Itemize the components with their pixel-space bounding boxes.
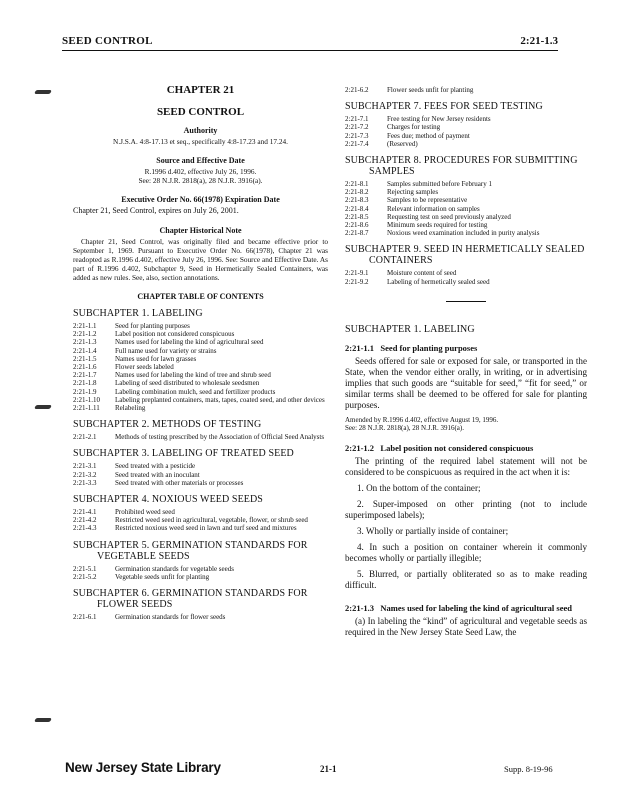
subchapter-heading [73, 494, 328, 505]
toc-entry [345, 86, 587, 94]
subchapter-heading [345, 155, 587, 177]
toc-entry-number: 2:21-1.9 [73, 387, 97, 396]
toc-entry-number: 2:21-6.2 [345, 86, 369, 94]
scan-mark [34, 405, 52, 409]
supplement-date: Supp. 8-19-96 [504, 764, 553, 774]
list-item: 1. On the bottom of the container; [357, 482, 481, 493]
toc-entry-title: Seed treated with an inoculant [115, 470, 200, 479]
toc-entry [345, 196, 587, 204]
header-title: SEED CONTROL [62, 35, 153, 47]
toc-entry-title: Names used for labeling the kind of tree and shrub seed [115, 371, 271, 380]
subchapter-heading-line: SUBCHAPTER 1. LABELING [73, 308, 203, 319]
section-title: Names used for labeling the kind of agricultural seed [380, 602, 572, 613]
toc-entry-number: 2:21-8.2 [345, 188, 369, 197]
toc-entry [73, 379, 328, 387]
toc-entry-title: Restricted weed seed in agricultural, vegetable, flower, or shrub seed [115, 516, 308, 525]
toc-entry-title: Charges for testing [387, 123, 441, 132]
list-item: 3. Wholly or partially inside of container; [357, 525, 509, 536]
toc-entry-title: Label position not considered conspicuous [115, 330, 235, 339]
subchapter-heading-line: VEGETABLE SEEDS [97, 550, 190, 562]
toc-entry [345, 213, 587, 221]
toc-entry-title: Full name used for variety or strains [115, 346, 217, 355]
toc-entry-number: 2:21-1.2 [73, 330, 97, 339]
toc-entry-title: Names used for lawn grasses [115, 354, 197, 363]
toc-entry-number: 2:21-4.3 [73, 524, 97, 533]
subchapter-heading-line: FLOWER SEEDS [97, 599, 173, 611]
toc-entry-title: Labeling combination mulch, seed and fertilizer products [115, 387, 276, 396]
subchapter-heading: SUBCHAPTER 1. LABELING [345, 323, 475, 335]
toc-entry-title: Germination standards for vegetable seeds [115, 564, 234, 573]
toc-entry [73, 371, 328, 379]
toc-entry-title: Rejecting samples [387, 188, 439, 197]
authority-text: N.J.S.A. 4:8-17.13 et seq., specifically 4:8-17.23 and 17.24. [113, 137, 288, 146]
subchapter-heading-line: SUBCHAPTER 3. LABELING OF TREATED SEED [73, 448, 294, 460]
toc-entry-title: Minimum seeds required for testing [387, 221, 488, 230]
source-line: R.1996 d.402, effective July 26, 1996. [144, 167, 257, 176]
section-body: Seeds offered for sale or exposed for sale, or transported in the State, when the vendor either orally, in writing, or in advertising implies that such goods are “suitable for seed,” “fit for seed,” or similar terms shall be deemed to be offered for sale for planting purposes. [345, 355, 587, 410]
toc-entry-title: Relevant information on samples [387, 204, 480, 213]
toc-entry-number: 2:21-3.3 [73, 478, 97, 487]
subchapter-heading-line: SUBCHAPTER 7. FEES FOR SEED TESTING [345, 101, 543, 113]
toc-entry-title: Vegetable seeds unfit for planting [115, 572, 210, 581]
toc-entry-number: 2:21-1.5 [73, 354, 97, 363]
toc-entry [73, 613, 328, 621]
executive-order-text: Chapter 21, Seed Control, expires on July 26, 2001. [73, 206, 239, 215]
toc-entry-number: 2:21-3.2 [73, 470, 97, 479]
scan-mark [34, 90, 52, 94]
subchapter-heading-line: CONTAINERS [369, 255, 433, 267]
toc-entry-number: 2:21-7.2 [345, 123, 369, 132]
chapter-name: SEED CONTROL [156, 106, 245, 118]
toc-entry [345, 115, 587, 123]
toc-heading: CHAPTER TABLE OF CONTENTS [137, 292, 264, 301]
section-title: Seed for planting purposes [380, 342, 478, 353]
toc-entry-number: 2:21-2.1 [73, 433, 97, 442]
toc-entry-title: (Reserved) [387, 139, 418, 148]
subchapter-heading-line: SAMPLES [369, 166, 415, 178]
list-item: 5. Blurred, or partially obliterated so as to make reading difficult. [345, 568, 587, 590]
toc-entry-title: Germination standards for flower seeds [115, 613, 226, 622]
toc-entry [73, 330, 328, 338]
toc-entry [345, 221, 587, 229]
toc-entry-number: 2:21-1.11 [73, 404, 100, 413]
toc-entry [345, 269, 587, 277]
toc-entry-number: 2:21-8.7 [345, 229, 369, 238]
subchapter-heading [73, 588, 328, 610]
toc-entry-title: Seed treated with a pesticide [115, 462, 196, 471]
toc-entry-title: Flower seeds unfit for planting [387, 86, 474, 94]
table-of-contents [73, 308, 328, 621]
toc-entry-number: 2:21-8.5 [345, 212, 369, 221]
historical-note-text: Chapter 21, Seed Control, was originally filed and became effective prior to September 1, 1969. Pursuant to Executive Order No. 66(1978), Chapter 21 was readopted as R.1996 d.402, effective July 26, 1996. See: Source and Effective Date. As part of R.1996 d.402, Subchapter 9, Seed in Hermetically Sealed Containers, was added as new rules. See, also, section annotations. [73, 237, 328, 282]
toc-entry [345, 229, 587, 237]
list-item: 4. In such a position on container wherein it commonly becomes wholly or partially illegible; [345, 541, 587, 563]
section-body: (a) In labeling the “kind” of agricultural and vegetable seeds as required in the New Jersey State Seed Law, the [345, 615, 587, 637]
amendment-note: Amended by R.1996 d.402, effective August 19, 1996. [345, 415, 499, 424]
section-heading [345, 343, 587, 353]
page-number: 21-1 [320, 764, 337, 774]
toc-entry [73, 396, 328, 404]
toc-entry-title: Labeling of seed distributed to wholesale seedsmen [115, 379, 260, 388]
toc-entry-title: Names used for labeling the kind of agricultural seed [115, 338, 264, 347]
toc-entry [345, 278, 587, 286]
authority-heading: Authority [183, 126, 218, 135]
section-divider [446, 301, 486, 302]
toc-entry [73, 322, 328, 330]
toc-entry-number: 2:21-1.8 [73, 379, 97, 388]
subchapter-heading-line: SUBCHAPTER 2. METHODS OF TESTING [73, 419, 262, 431]
toc-entry-number: 2:21-7.4 [345, 139, 369, 148]
toc-entry-number: 2:21-3.1 [73, 462, 97, 471]
toc-entry-number: 2:21-1.7 [73, 371, 97, 380]
toc-entry-title: Fees due; method of payment [387, 131, 470, 140]
toc-entry-number: 2:21-1.10 [73, 395, 101, 404]
toc-entry [73, 433, 328, 441]
toc-entry-title: Moisture content of seed [387, 269, 457, 278]
toc-entry-title: Restricted noxious weed seed in lawn and turf seed and mixtures [115, 524, 297, 533]
toc-entry-number: 2:21-8.4 [345, 204, 369, 213]
toc-entry-number: 2:21-1.3 [73, 338, 97, 347]
toc-entry-title: Free testing for New Jersey residents [387, 115, 491, 124]
toc-entry-number: 2:21-8.6 [345, 221, 369, 230]
header-section-number: 2:21-1.3 [520, 35, 558, 47]
toc-entry-title: Seed for planting purposes [115, 322, 190, 330]
toc-entry-title: Flower seeds labeled [115, 363, 174, 372]
subchapter-heading [345, 101, 587, 112]
toc-entry [73, 388, 328, 396]
toc-entry-number: 2:21-5.2 [73, 572, 97, 581]
section-heading [345, 443, 587, 453]
toc-entry [345, 132, 587, 140]
toc-entry-title: Prohibited weed seed [115, 508, 175, 517]
toc-entry-number: 2:21-1.6 [73, 363, 97, 372]
toc-entry [73, 565, 328, 573]
toc-entry-number: 2:21-9.2 [345, 277, 369, 286]
toc-entry [345, 123, 587, 131]
toc-entry [73, 479, 328, 487]
toc-entry-title: Labeling of hermetically sealed seed [387, 277, 490, 286]
executive-order-heading: Executive Order No. 66(1978) Expiration Date [121, 195, 280, 204]
section-title: Label position not considered conspicuous [380, 442, 534, 453]
subchapter-heading [73, 308, 328, 319]
toc-entry-number: 2:21-9.1 [345, 269, 369, 278]
toc-entry [345, 180, 587, 188]
toc-entry-number: 2:21-8.3 [345, 196, 369, 205]
toc-entry-number: 2:21-8.1 [345, 180, 369, 189]
subchapter-heading-line: SUBCHAPTER 4. NOXIOUS WEED SEEDS [73, 494, 263, 506]
toc-entry-title: Labeling preplanted containers, mats, tapes, coated seed, and other devices [115, 395, 325, 404]
toc-entry-number: 2:21-4.1 [73, 508, 97, 517]
toc-entry-title: Relabeling [115, 404, 146, 413]
toc-entry [73, 404, 328, 412]
toc-entry [73, 462, 328, 470]
historical-note-heading: Chapter Historical Note [159, 226, 242, 235]
toc-entry [345, 205, 587, 213]
toc-entry-number: 2:21-7.3 [345, 131, 369, 140]
toc-entry-number: 2:21-6.1 [73, 613, 97, 622]
subchapter-heading-line: SUBCHAPTER 9. SEED IN HERMETICALLY SEALED [345, 244, 585, 256]
subchapter-heading-line: SUBCHAPTER 8. PROCEDURES FOR SUBMITTING [345, 155, 578, 167]
toc-entry-number: 2:21-4.2 [73, 516, 97, 525]
subchapter-heading [73, 540, 328, 562]
source-heading: Source and Effective Date [156, 156, 245, 165]
subchapter-heading-line: SUBCHAPTER 5. GERMINATION STANDARDS FOR [73, 539, 308, 551]
toc-entry-title: Requesting test on seed previously analyzed [387, 212, 511, 221]
subchapter-heading [73, 419, 328, 430]
toc-entry [73, 347, 328, 355]
section-number: 2:21-1.3 [345, 602, 375, 613]
toc-entry [345, 140, 587, 148]
toc-entry-number: 2:21-7.1 [345, 115, 369, 124]
library-stamp: New Jersey State Library [65, 760, 221, 775]
toc-entry [73, 363, 328, 371]
subchapter-heading-line: SUBCHAPTER 6. GERMINATION STANDARDS FOR [73, 588, 308, 600]
left-column [73, 84, 328, 621]
toc-entry [345, 188, 587, 196]
toc-entry-title: Samples submitted before February 1 [387, 180, 492, 189]
section-number: 2:21-1.1 [345, 342, 375, 353]
right-column [345, 86, 587, 638]
table-of-contents-continued [345, 101, 587, 286]
subchapter-heading [73, 448, 328, 459]
subchapter-heading [345, 244, 587, 266]
running-header [62, 35, 558, 51]
toc-entry [73, 573, 328, 581]
amendment-note: See: 28 N.J.R. 2818(a), 28 N.J.R. 3916(a). [345, 424, 464, 433]
toc-entry-number: 2:21-1.1 [73, 322, 97, 330]
section-number: 2:21-1.2 [345, 442, 375, 453]
toc-entry [73, 524, 328, 532]
toc-entry [73, 508, 328, 516]
section-body: The printing of the required label statement will not be considered to be conspicuous as required in the act when it is: [345, 455, 587, 477]
toc-entry [73, 471, 328, 479]
toc-entry [73, 355, 328, 363]
source-line: See: 28 N.J.R. 2818(a), 28 N.J.R. 3916(a). [138, 176, 263, 185]
toc-entry-title: Methods of testing prescribed by the Association of Official Seed Analysts [115, 433, 325, 442]
toc-entry-title: Noxious weed examination included in purity analysis [387, 229, 540, 238]
toc-entry [73, 338, 328, 346]
chapter-number: CHAPTER 21 [166, 84, 235, 96]
toc-entry-title: Seed treated with other materials or processes [115, 478, 244, 487]
scan-mark [34, 718, 52, 722]
section-heading [345, 603, 587, 613]
toc-entry [73, 516, 328, 524]
toc-entry-number: 2:21-5.1 [73, 564, 97, 573]
toc-entry-title: Samples to be representative [387, 196, 468, 205]
toc-entry-number: 2:21-1.4 [73, 346, 97, 355]
list-item: 2. Super-imposed on other printing (not to include superimposed labels); [345, 498, 587, 520]
